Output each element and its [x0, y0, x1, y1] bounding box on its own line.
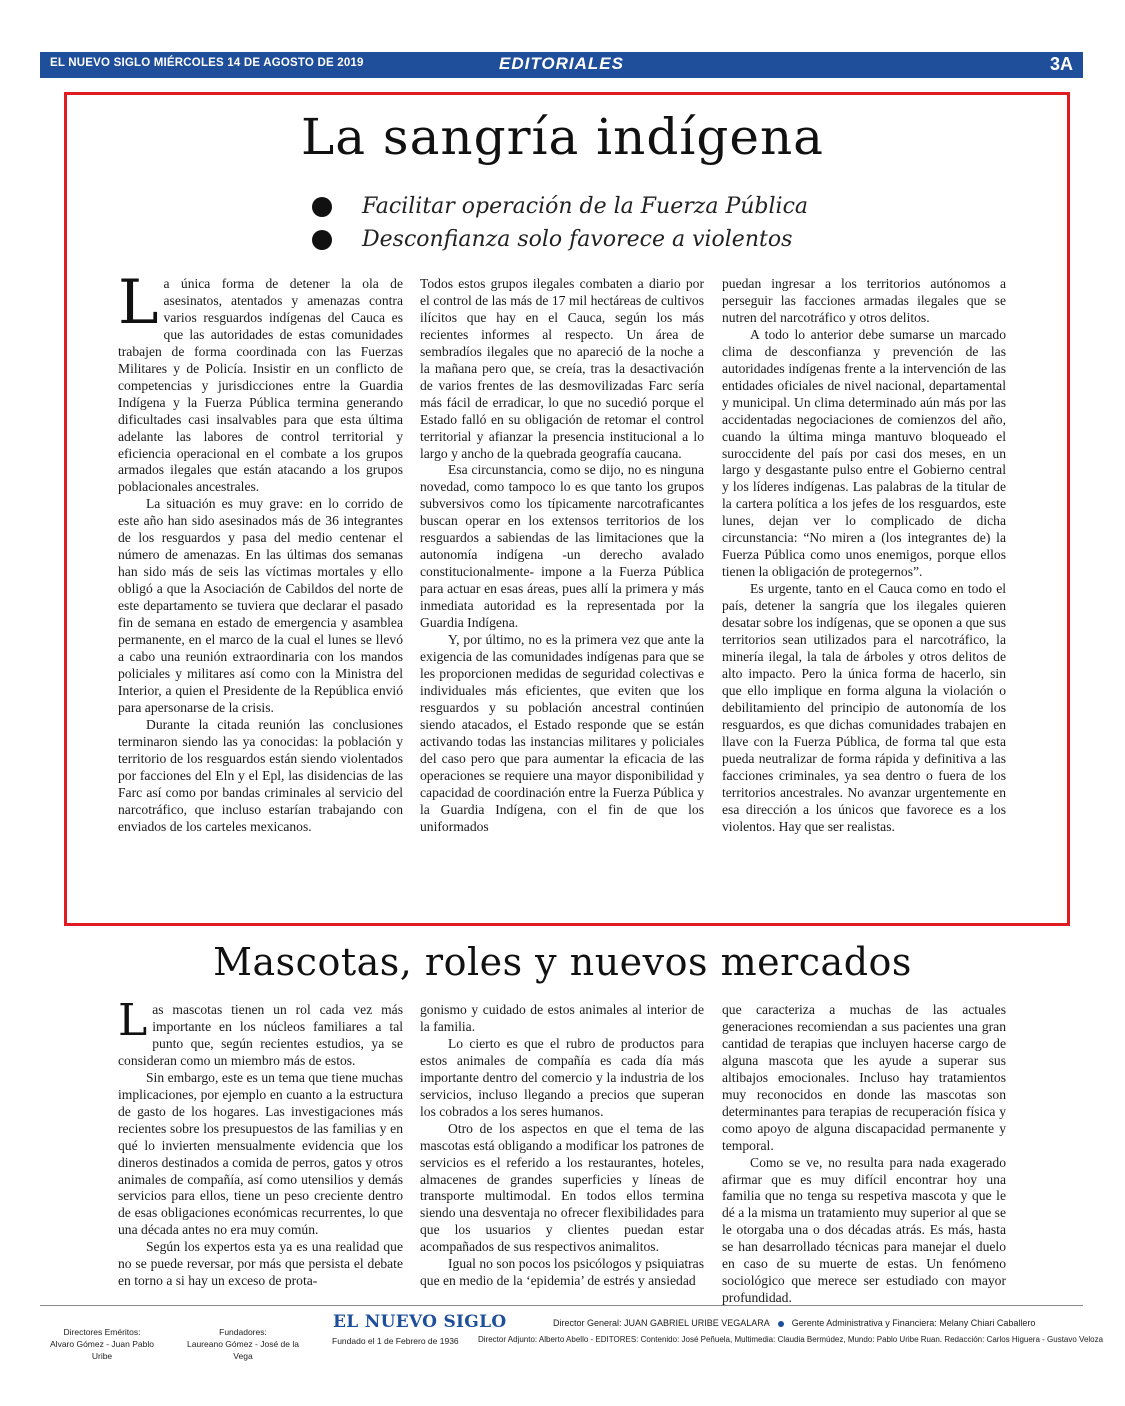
paragraph: A todo lo anterior debe sumarse un marcado clima de desconfianza y prevención de las autoridades indígenas frente a la intervención de las entidades oficiales de nivel nacional, departamental y municipal. Un clima determinado aún más por las accidentadas negociaciones de comienzos del año, cuando la última minga mantuvo bloqueado el suroccidente del país por casi dos meses, en un largo y desgastante pulso entre el Gobierno central y los líderes indígenas. Las palabras de la titular de la cartera política a los jefes de los resguardos, este lunes, dejan ver lo complicado de dicha circunstancia: “No miren a (los integrantes de) la Fuerza Pública como unos enemigos, porque ellos tienen la obligación de protegernos”. [722, 326, 1006, 580]
drop-cap: L [118, 995, 148, 1046]
director-general: Director General: JUAN GABRIEL URIBE VEGALARA [553, 1318, 770, 1328]
footer-divider [40, 1305, 1083, 1306]
paragraph: que caracteriza a muchas de las actuales generaciones recomiendan a sus pacientes una gran cantidad de terapias que incluyen hacerse cargo de alguna mascota que les ayude a superar sus altibajos emocionales. Incluso hay tratamientos muy reconocidos en donde las mascotas son determinantes para terapias de recuperación física y como apoyo de alguna discapacidad permanente y temporal. [722, 1002, 1006, 1153]
paragraph [118, 267, 403, 496]
bullet-item [312, 190, 808, 223]
emeritos-names: Alvaro Gómez - Juan Pablo Uribe [50, 1339, 154, 1361]
fundadores-names: Laureano Gómez - José de la Vega [187, 1339, 299, 1361]
founded-date: Fundado el 1 de Febrero de 1936 [332, 1336, 459, 1346]
fundadores-label: Fundadores: [219, 1327, 267, 1337]
masthead-date: EL NUEVO SIGLO MIÉRCOLES 14 DE AGOSTO DE 2019 [50, 57, 364, 69]
page-number: 3A [1049, 54, 1073, 74]
editorial-1-bullets [312, 190, 808, 256]
bullet-dot-icon [312, 197, 332, 217]
paragraph-text: a única forma de detener la ola de asesinatos, atentados y amenazas contra varios resguardos indígenas del Cauca es que las autoridades de estas comunidades trabajen de forma coordinada con las Fuerzas Militares y de Policía. Insistir en un conflicto de competencias y jurisdicciones entre la Guardia Indígena y la Fuerza Pública termina generando dificultades casi insalvables para que esta última adelante las labores de control territorial y eficiencia operacional en el combate a los grupos armados ilegales que están atacando a los grupos poblacionales ancestrales. [118, 276, 403, 495]
fundadores [178, 1326, 308, 1362]
masthead-bar [40, 52, 1083, 78]
editorial-1-column-3 [722, 276, 1006, 904]
editorial-2-title: Mascotas, roles y nuevos mercados [213, 940, 912, 984]
directores-emeritos [42, 1326, 162, 1362]
staff-line-1 [553, 1318, 1035, 1328]
paragraph: gonismo y cuidado de estos animales al interior de la familia. [420, 1002, 704, 1034]
paragraph [118, 995, 403, 1070]
paragraph: puedan ingresar a los territorios autónomos a perseguir las facciones armadas ilegales que se nutren del narcotráfico y otros delitos. [722, 276, 1006, 325]
editorial-1-title: La sangría indígena [301, 108, 824, 166]
paragraph: Otro de los aspectos en que el tema de las mascotas está obligando a modificar los patrones de servicios es el referido a los restaurantes, hoteles, almacenes de grandes superficies y líneas de transporte multimodal. En todos ellos termina siendo una desventaja no ofrecer flexibilidades para que los usuarios y clientes puedan estar acompañados de sus respectivos animalitos. [420, 1120, 704, 1255]
paragraph-text: as mascotas tienen un rol cada vez más importante en los núcleos familiares a tal punto que, según recientes estudios, ya se consideran como un miembro más de estos. [118, 1002, 403, 1068]
editorial-1-column-1 [118, 267, 403, 904]
editorial-2-column-3 [722, 1002, 1006, 1306]
bullet-text: Desconfianza solo favorece a violentos [362, 227, 793, 252]
emeritos-label: Directores Eméritos: [63, 1327, 141, 1337]
editorial-2-column-1 [118, 995, 403, 1289]
section-title: EDITORIALES [499, 54, 624, 73]
bullet-dot-icon [778, 1321, 784, 1327]
editorial-2-column-2 [420, 1002, 704, 1289]
paragraph: Según los expertos esta ya es una realidad que no se puede reversar, por más que persista el debate en torno a si hay un exceso de prota- [118, 1239, 403, 1289]
paragraph: La situación es muy grave: en lo corrido de este año han sido asesinados más de 36 integrantes de los resguardos y pasa del medio centenar el número de amenazas. En las últimas dos semanas han sido más de seis las víctimas mortales y ello obligó a que la Asociación de Cabildos del norte de este departamento se tuviera que declarar el pasado fin de semana en estado de emergencia y asamblea permanente, en el marco de la cual el lunes se llevó a cabo una reunión extraordinaria con los mandos policiales y militares así como con la Ministra del Interior, a quien el Presidente de la República envió para apersonarse de la crisis. [118, 496, 403, 715]
paragraph: Y, por último, no es la primera vez que ante la exigencia de las comunidades indígenas para que se les proporcionen medidas de seguridad colectivas e individuales más eficientes, que eviten que los resguardos y su población ancestral continúen siendo atacados, el Estado responde que se están activando todas las instancias militares y policiales del caso pero que para aumentar la eficacia de las operaciones se requiere una mayor disponibilidad y capacidad de coordinación entre la Fuerza Pública y la Guardia Indígena, con el fin de que los uniformados [420, 632, 704, 834]
paragraph: Es urgente, tanto en el Cauca como en todo el país, detener la sangría que los ilegales quieren desatar sobre los indígenas, que se oponen a que sus territorios sean utilizados para el narcotráfico, la minería ilegal, la tala de árboles y otros delitos de alto impacto. Pero la única forma de hacerlo, sin que ello implique en forma alguna la violación o debilitamiento del principio de autonomía de los resguardos, es que dichas comunidades trabajen en llave con la Fuerza Pública, de forma tal que esta pueda neutralizar de forma rápida y definitiva a las facciones criminales, ya sea dentro o fuera de los territorios ancestrales. No avanzar urgentemente en esa dirección a los únicos que favorece es a los violentos. Hay que ser realistas. [722, 581, 1006, 834]
drop-cap: L [118, 267, 159, 338]
paragraph: Sin embargo, este es un tema que tiene muchas implicaciones, por ejemplo en cuanto a la estructura de gasto de los hogares. Las investigaciones más recientes sobre los presupuestos de las familias y en qué lo invierten mensualmente evidencia que los dineros destinados a comida de perros, gatos y otros animales de compañía, así como utensilios y demás servicios para ellos, tiene un peso creciente dentro de esas obligaciones económicas recurrentes, lo que una década antes no era muy común. [118, 1069, 403, 1238]
bullet-item [312, 223, 808, 256]
paragraph: Todos estos grupos ilegales combaten a diario por el control de las más de 17 mil hectáreas de cultivos ilícitos que hay en el Cauca, según los más recientes informes al respecto. Un área de sembradíos ilegales que no apareció de la noche a la mañana pero que, se creía, tras la desactivación de varios frentes de las desmovilizadas Farc sería más fácil de erradicar, lo que no sucedió porque el Estado falló en su obligación de retomar el control territorial y afianzar la presencia institucional a lo largo y ancho de la quebrada geografía caucana. [420, 276, 704, 461]
paragraph: Igual no son pocos los psicólogos y psiquiatras que en medio de la ‘epidemia’ de estrés y ansiedad [420, 1256, 704, 1289]
paragraph: Lo cierto es que el rubro de productos para estos animales de compañía es cada día más importante dentro del comercio y la industria de los servicios, incluso llegando a precios que superan los cobrados a los seres humanos. [420, 1035, 704, 1119]
bullet-dot-icon [312, 230, 332, 250]
newspaper-logo: EL NUEVO SIGLO [333, 1312, 507, 1332]
gerente: Gerente Administrativa y Financiera: Melany Chiari Caballero [791, 1318, 1036, 1328]
paragraph: Durante la citada reunión las conclusiones terminaron siendo las ya conocidas: la población y territorio de los resguardos están siendo violentados por facciones del Eln y el Epl, las disidencias de las Farc así como por bandas criminales al servicio del narcotráfico, que incluso estarían trabajando con enviados de los carteles mexicanos. [118, 716, 403, 834]
paragraph: Como se ve, no resulta para nada exagerado afirmar que es muy difícil encontrar hoy una familia que no tenga su respetiva mascota y que le dé a la misma un tratamiento muy superior al que se le otorgaba una o dos décadas atrás. Es más, hasta se han desarrollado técnicas para manejar el duelo en caso de su muerte de estas. Un fenómeno sociológico que merece ser estudiado con mayor profundidad. [722, 1154, 1006, 1306]
paragraph: Esa circunstancia, como se dijo, no es ninguna novedad, como tampoco lo es que tanto los grupos subversivos como los típicamente narcotraficantes buscan operar en los extensos territorios de los resguardos a sabiendas de las limitaciones que la autonomía indígena -un derecho avalado constitucionalmente- impone a la Fuerza Pública para actuar en esas áreas, pues allí la primera y más inmediata autoridad es la representada por la Guardia Indígena. [420, 462, 704, 631]
editorial-1-column-2 [420, 276, 704, 904]
bullet-text: Facilitar operación de la Fuerza Pública [362, 194, 809, 219]
staff-line-2: Director Adjunto: Alberto Abello - EDITORES: Contenido: José Peñuela, Multimedia: Claudia Bermúdez, Mundo: Pablo Uribe Ruan. Redacción: Carlos Higuera - Gustavo Veloza [478, 1335, 1104, 1344]
